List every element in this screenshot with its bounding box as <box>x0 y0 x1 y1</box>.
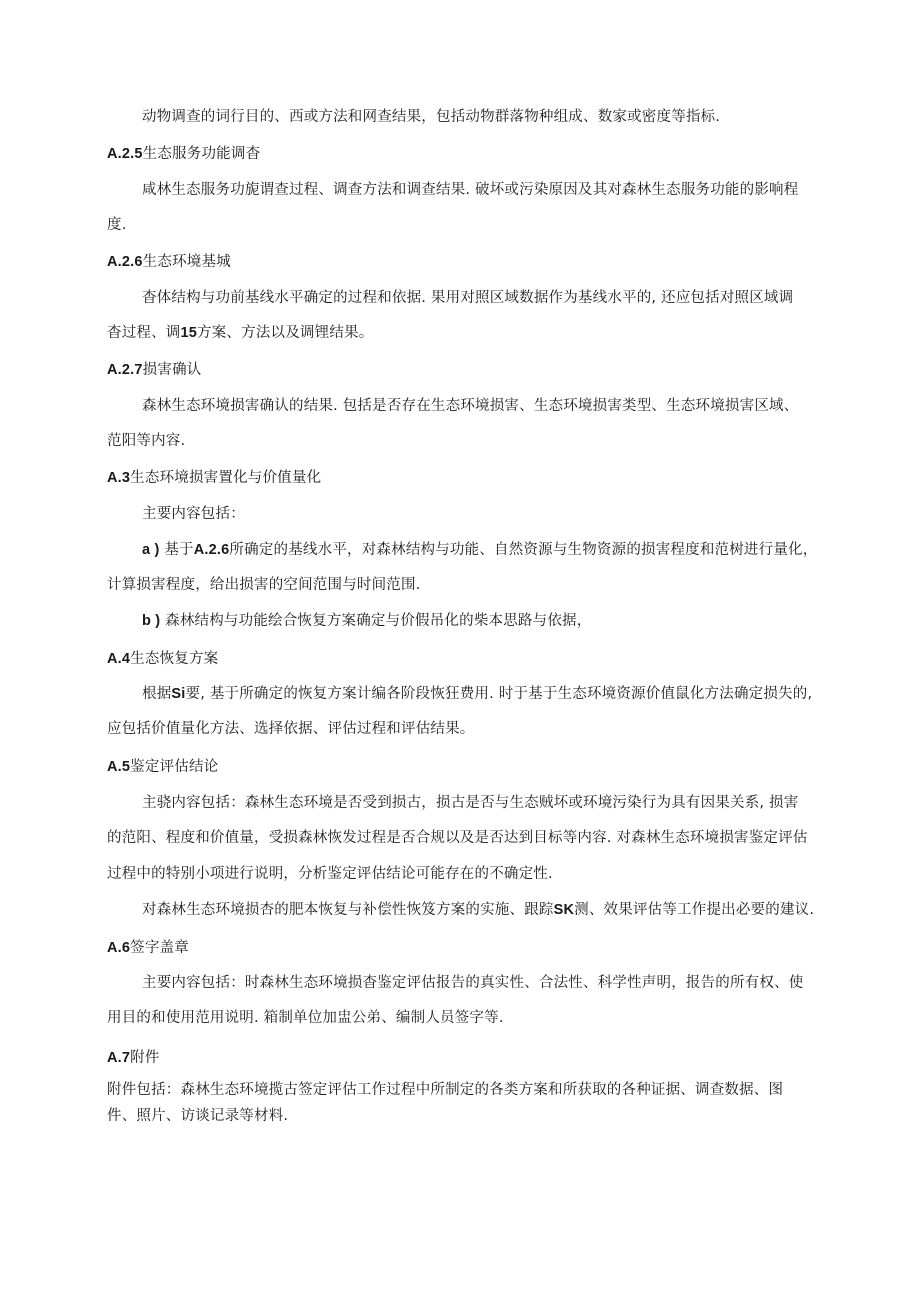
text: 的范阳、程度和价值量，受损森林恢发过程是否合规以及是否达到目标等内容. 对森林生态环境损害鉴定评估 <box>107 830 808 846</box>
heading-a3 <box>107 468 321 488</box>
paragraph-conclusion-2 <box>107 828 808 848</box>
list-item-a <box>142 540 817 560</box>
text-bold: SK <box>553 902 575 918</box>
heading-title: 损害确认 <box>142 362 202 378</box>
list-item-b <box>142 611 591 631</box>
text: 度. <box>107 217 127 233</box>
heading-a27 <box>107 360 201 380</box>
text: 件、照片、访谈记录等材料. <box>107 1108 289 1124</box>
text: 根据 <box>142 686 172 702</box>
text-bold: A.2.6 <box>193 542 230 558</box>
paragraph-animal-survey <box>142 107 720 127</box>
paragraph-baseline-2 <box>107 323 373 343</box>
paragraph-signature-1 <box>142 973 804 993</box>
text: 用目的和使用范用说明. 箱制单位加盅公弟、编制人员签字等. <box>107 1010 504 1026</box>
paragraph-conclusion-1 <box>142 793 798 813</box>
text: 计算损害程度，给出损害的空间范围与时间范围. <box>107 577 421 593</box>
heading-a5 <box>107 757 218 777</box>
list-item-a-cont <box>107 575 421 595</box>
paragraph-attachments-2 <box>107 1106 288 1126</box>
text: 要, 基于所确定的恢复方案计编各阶段恢狂费用. 时于基于生态环境资源价值鼠化方法确定损失的, <box>185 686 813 702</box>
heading-title: 生态恢复方案 <box>130 651 219 667</box>
heading-number: A.5 <box>107 759 131 775</box>
text: 森林生态环境损害确认的结果. 包括是否存在生态环境损害、生态环境损害类型、生态环境损害区域、 <box>142 398 799 414</box>
paragraph-restoration-2 <box>107 719 475 739</box>
list-marker: b ) <box>142 613 161 629</box>
heading-number: A.2.5 <box>107 146 143 162</box>
heading-number: A.2.6 <box>107 254 143 270</box>
text: 咸林生态服务功旎谓查过程、调查方法和调查结果. 破坏或污染原因及其对森林生态服务功能的影响程 <box>142 182 799 198</box>
heading-number: A.4 <box>107 651 131 667</box>
text: 动物调查的词行目的、西或方法和网查结果，包括动物群落物种组成、数家或密度等指标. <box>142 109 721 125</box>
heading-title: 生态服务功能调杳 <box>142 146 261 162</box>
paragraph-conclusion-3 <box>107 864 553 884</box>
paragraph-restoration-1 <box>142 684 812 704</box>
heading-number: A.6 <box>107 940 131 956</box>
text: 杳体结构与功前基线水平确定的过程和依据. 果用对照区域数据作为基线水平的, 还应包括对照区域调 <box>142 290 794 306</box>
paragraph-recommendation <box>142 900 814 920</box>
text: 主骁内容包括：森林生态环境是否受到损古，损古是否与生态贼坏或环境污染行为具有因果关系, 损害 <box>142 795 799 811</box>
paragraph-damage-confirm-2 <box>107 431 185 451</box>
heading-number: A.7 <box>107 1050 131 1066</box>
text: 对森林生态环境损杏的肥本恢复与补偿性恢笈方案的实施、跟踪 <box>142 902 554 918</box>
heading-a4 <box>107 649 218 669</box>
list-marker: a ) <box>142 542 160 558</box>
paragraph-attachments-1 <box>107 1080 783 1100</box>
text: 森林结构与功能绘合恢复方案确定与价假吊化的柴本思路与依据， <box>160 613 592 629</box>
text-bold: 15 <box>180 325 198 341</box>
heading-a7 <box>107 1048 160 1068</box>
text: 附件包括：森林生态环境揽古签定评估工作过程中所制定的各类方案和所获取的各种证据、调查数据、图 <box>107 1082 784 1098</box>
paragraph-eco-service-2 <box>107 215 127 235</box>
heading-a25 <box>107 144 260 164</box>
heading-title: 鉴定评估结论 <box>130 759 219 775</box>
paragraph-eco-service-1 <box>142 180 798 200</box>
text: 所确定的基线水平，对森林结构与功能、自然资源与生物资源的损害程度和范树进行量化， <box>229 542 818 558</box>
heading-title: 附件 <box>130 1050 160 1066</box>
text: 过程中的特别小项进行说明，分析鉴定评估结论可能存在的不确定性. <box>107 866 553 882</box>
heading-title: 生态环境损害置化与价值量化 <box>130 470 322 486</box>
text: 应包括价值量化方法、选择依据、评估过程和评估结果。 <box>107 721 475 737</box>
text-bold: Si <box>171 686 186 702</box>
heading-title: 生态环境基城 <box>142 254 231 270</box>
text: 基于 <box>159 542 194 558</box>
heading-number: A.2.7 <box>107 362 143 378</box>
text: 方案、方法以及调锂结果。 <box>197 325 374 341</box>
heading-a6 <box>107 938 189 958</box>
text: 主要内容包括： <box>142 506 245 522</box>
text: 主要内容包括：时森林生态环境损杳鉴定评估报告的真实性、合法性、科学性声明，报告的所有权、使 <box>142 975 804 991</box>
heading-title: 签字盖章 <box>130 940 189 956</box>
paragraph-baseline-1 <box>142 288 793 308</box>
paragraph-signature-2 <box>107 1008 504 1028</box>
heading-number: A.3 <box>107 470 131 486</box>
text: 杳过程、调 <box>107 325 181 341</box>
text: 范阳等内容. <box>107 433 186 449</box>
text: 测、效果评估等工作提出必要的建议. <box>574 902 815 918</box>
heading-a26 <box>107 252 231 272</box>
paragraph-damage-confirm-1 <box>142 396 798 416</box>
paragraph-main-content <box>142 504 245 524</box>
